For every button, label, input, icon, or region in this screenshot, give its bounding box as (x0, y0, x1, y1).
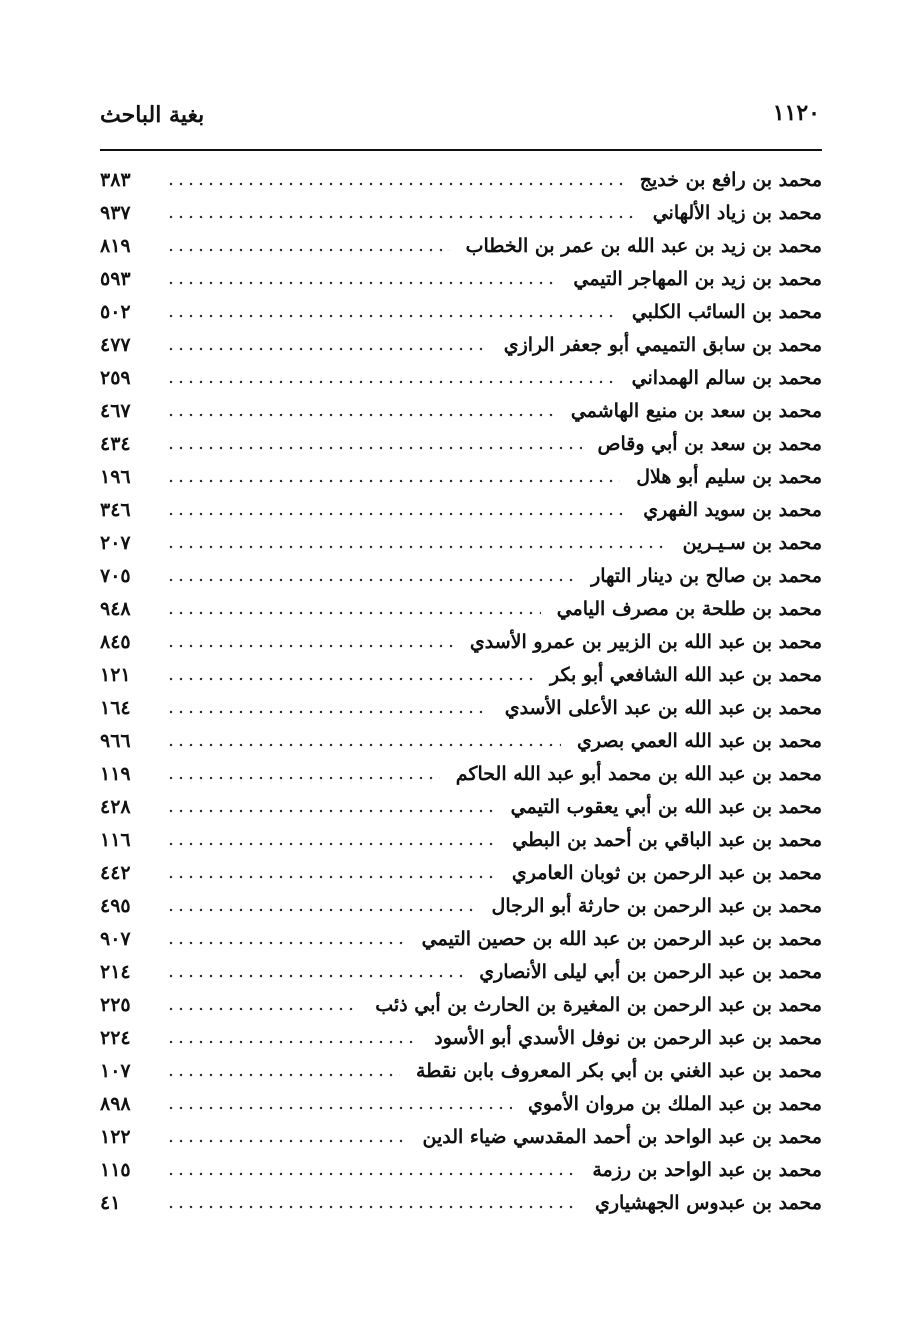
entry-name: محمد بن عبد الرحمن بن عبد الله بن حصين التيمي (421, 928, 822, 950)
dot-leader (166, 971, 463, 981)
index-entry (100, 657, 822, 690)
entry-name: محمد بن السائب الكلبي (631, 301, 822, 323)
dot-leader (166, 179, 624, 189)
entry-name: محمد بن عبد الرحمن بن أبي ليلى الأنصاري (479, 961, 822, 983)
dot-leader (166, 410, 555, 420)
entry-page-number: ٨٤٥ (100, 631, 131, 653)
index-entry (100, 1152, 822, 1185)
index-entry (100, 261, 822, 294)
entry-name: محمد بن عبد الله الشافعي أبو بكر (550, 664, 822, 686)
dot-leader (166, 1103, 512, 1113)
entry-page-number: ٥٠٢ (100, 301, 131, 323)
index-entry (100, 294, 822, 327)
entry-page-number: ١٢١ (100, 664, 131, 686)
entry-name: محمد بن سابق التميمي أبو جعفر الرازي (503, 334, 822, 356)
dot-leader (166, 344, 488, 354)
index-entry (100, 1020, 822, 1053)
entry-page-number: ١١٦ (100, 829, 131, 851)
entry-name: محمد بن عبد الغني بن أبي بكر المعروف بابن نقطة (415, 1060, 822, 1082)
dot-leader (166, 476, 620, 486)
entry-page-number: ٤٢٨ (100, 796, 131, 818)
entry-page-number: ٨١٩ (100, 235, 131, 257)
index-entry (100, 228, 822, 261)
page-number: ١١٢٠ (772, 100, 820, 126)
index-entry (100, 525, 822, 558)
entry-name: محمد بن زياد الألهاني (652, 202, 822, 224)
index-entry (100, 558, 822, 591)
index-entry (100, 195, 822, 228)
entry-page-number: ٢١٤ (100, 961, 131, 983)
index-entry (100, 921, 822, 954)
entry-page-number: ٩٤٨ (100, 598, 131, 620)
entry-page-number: ٤٦٧ (100, 400, 131, 422)
dot-leader (166, 1202, 579, 1212)
entry-page-number: ١١٩ (100, 763, 131, 785)
entry-name: محمد بن صالح بن دينار التهار (591, 565, 822, 587)
index-entry (100, 459, 822, 492)
dot-leader (166, 245, 450, 255)
dot-leader (166, 938, 406, 948)
dot-leader (166, 905, 476, 915)
entry-name: محمد بن سـيـرين (682, 532, 822, 554)
entry-page-number: ٨٩٨ (100, 1093, 131, 1115)
entry-name: محمد بن رافع بن خديج (639, 169, 822, 191)
dot-leader (166, 212, 637, 222)
entry-name: محمد بن عبد الرحمن بن حارثة أبو الرجال (491, 895, 822, 917)
index-entry (100, 987, 822, 1020)
entry-page-number: ٤٤٢ (100, 862, 131, 884)
entry-name: محمد بن عبد الملك بن مروان الأموي (527, 1093, 822, 1115)
index-entry (100, 393, 822, 426)
index-entry (100, 690, 822, 723)
entry-page-number: ٢٢٥ (100, 994, 131, 1016)
index-entry (100, 624, 822, 657)
dot-leader (166, 806, 495, 816)
index-entry (100, 1086, 822, 1119)
entry-page-number: ٢٠٧ (100, 532, 131, 554)
entry-name: محمد بن عبد الرحمن بن ثوبان العامري (511, 862, 822, 884)
entry-page-number: ٩٣٧ (100, 202, 131, 224)
entry-page-number: ١٩٦ (100, 466, 131, 488)
dot-leader (166, 377, 616, 387)
dot-leader (166, 707, 489, 717)
index-entry (100, 327, 822, 360)
entry-page-number: ٤٣٤ (100, 433, 131, 455)
dot-leader (166, 1037, 418, 1047)
entry-page-number: ٤١ (100, 1192, 121, 1214)
index-entry (100, 591, 822, 624)
entry-name: محمد بن سعد بن أبي وقاص (597, 433, 822, 455)
entry-name: محمد بن سالم الهمداني (631, 367, 822, 389)
dot-leader (166, 872, 496, 882)
index-entry (100, 888, 822, 921)
entry-name: محمد بن عبد الرحمن بن نوفل الأسدي أبو الأسود (434, 1027, 822, 1049)
entry-page-number: ٣٤٦ (100, 499, 131, 521)
entry-name: محمد بن عبد الله بن محمد أبو عبد الله الحاكم (455, 763, 822, 785)
entry-page-number: ١٢٢ (100, 1126, 131, 1148)
entry-page-number: ٤٩٥ (100, 895, 131, 917)
index-entry (100, 756, 822, 789)
entry-name: محمد بن عبد الباقي بن أحمد بن البطي (512, 829, 822, 851)
entry-name: محمد بن طلحة بن مصرف اليامي (556, 598, 822, 620)
index-entry-list (100, 162, 822, 1218)
entry-name: محمد بن سعد بن منيع الهاشمي (570, 400, 822, 422)
entry-name: محمد بن عبد الله بن الزبير بن عمرو الأسدي (469, 631, 822, 653)
entry-name: محمد بن عبد الواحد بن رزمة (592, 1159, 822, 1181)
entry-page-number: ١٠٧ (100, 1060, 131, 1082)
index-entry (100, 162, 822, 195)
dot-leader (166, 1070, 400, 1080)
index-entry (100, 789, 822, 822)
entry-page-number: ٧٠٥ (100, 565, 131, 587)
index-entry (100, 1119, 822, 1152)
dot-leader (166, 1136, 406, 1146)
index-entry (100, 954, 822, 987)
dot-leader (166, 311, 616, 321)
dot-leader (166, 740, 561, 750)
dot-leader (166, 839, 496, 849)
header-rule (100, 149, 822, 151)
index-entry (100, 492, 822, 525)
dot-leader (166, 773, 440, 783)
entry-page-number: ١٦٤ (100, 697, 131, 719)
dot-leader (166, 509, 627, 519)
index-entry (100, 360, 822, 393)
dot-leader (166, 608, 541, 618)
page-header (100, 96, 820, 140)
index-entry (100, 822, 822, 855)
entry-page-number: ٣٨٣ (100, 169, 131, 191)
dot-leader (166, 1004, 359, 1014)
entry-name: محمد بن عبد الله بن أبي يعقوب التيمي (510, 796, 822, 818)
entry-page-number: ١١٥ (100, 1159, 131, 1181)
dot-leader (166, 278, 557, 288)
index-entry (100, 855, 822, 888)
entry-name: محمد بن عبد الواحد بن أحمد المقدسي ضياء الدين (422, 1126, 822, 1148)
entry-name: محمد بن عبد الله بن عبد الأعلى الأسدي (504, 697, 822, 719)
dot-leader (166, 443, 582, 453)
entry-name: محمد بن زيد بن عبد الله بن عمر بن الخطاب (465, 235, 822, 257)
index-entry (100, 1053, 822, 1086)
entry-name: محمد بن سويد الفهري (643, 499, 822, 521)
entry-page-number: ٢٥٩ (100, 367, 131, 389)
running-title: بغية الباحث (100, 102, 205, 128)
entry-page-number: ٩٠٧ (100, 928, 131, 950)
entry-name: محمد بن عبد الرحمن بن المغيرة بن الحارث بن أبي ذئب (375, 994, 822, 1016)
entry-page-number: ٩٦٦ (100, 730, 131, 752)
entry-page-number: ٢٢٤ (100, 1027, 131, 1049)
entry-name: محمد بن عبدوس الجهشياري (594, 1192, 822, 1214)
dot-leader (166, 575, 575, 585)
index-entry (100, 426, 822, 459)
index-entry (100, 723, 822, 756)
dot-leader (166, 641, 454, 651)
entry-page-number: ٥٩٣ (100, 268, 131, 290)
dot-leader (166, 542, 667, 552)
dot-leader (166, 674, 534, 684)
entry-name: محمد بن عبد الله العمي بصري (577, 730, 822, 752)
entry-name: محمد بن سليم أبو هلال (636, 466, 822, 488)
index-entry (100, 1185, 822, 1218)
entry-name: محمد بن زيد بن المهاجر التيمي (573, 268, 822, 290)
entry-page-number: ٤٧٧ (100, 334, 131, 356)
dot-leader (166, 1169, 576, 1179)
